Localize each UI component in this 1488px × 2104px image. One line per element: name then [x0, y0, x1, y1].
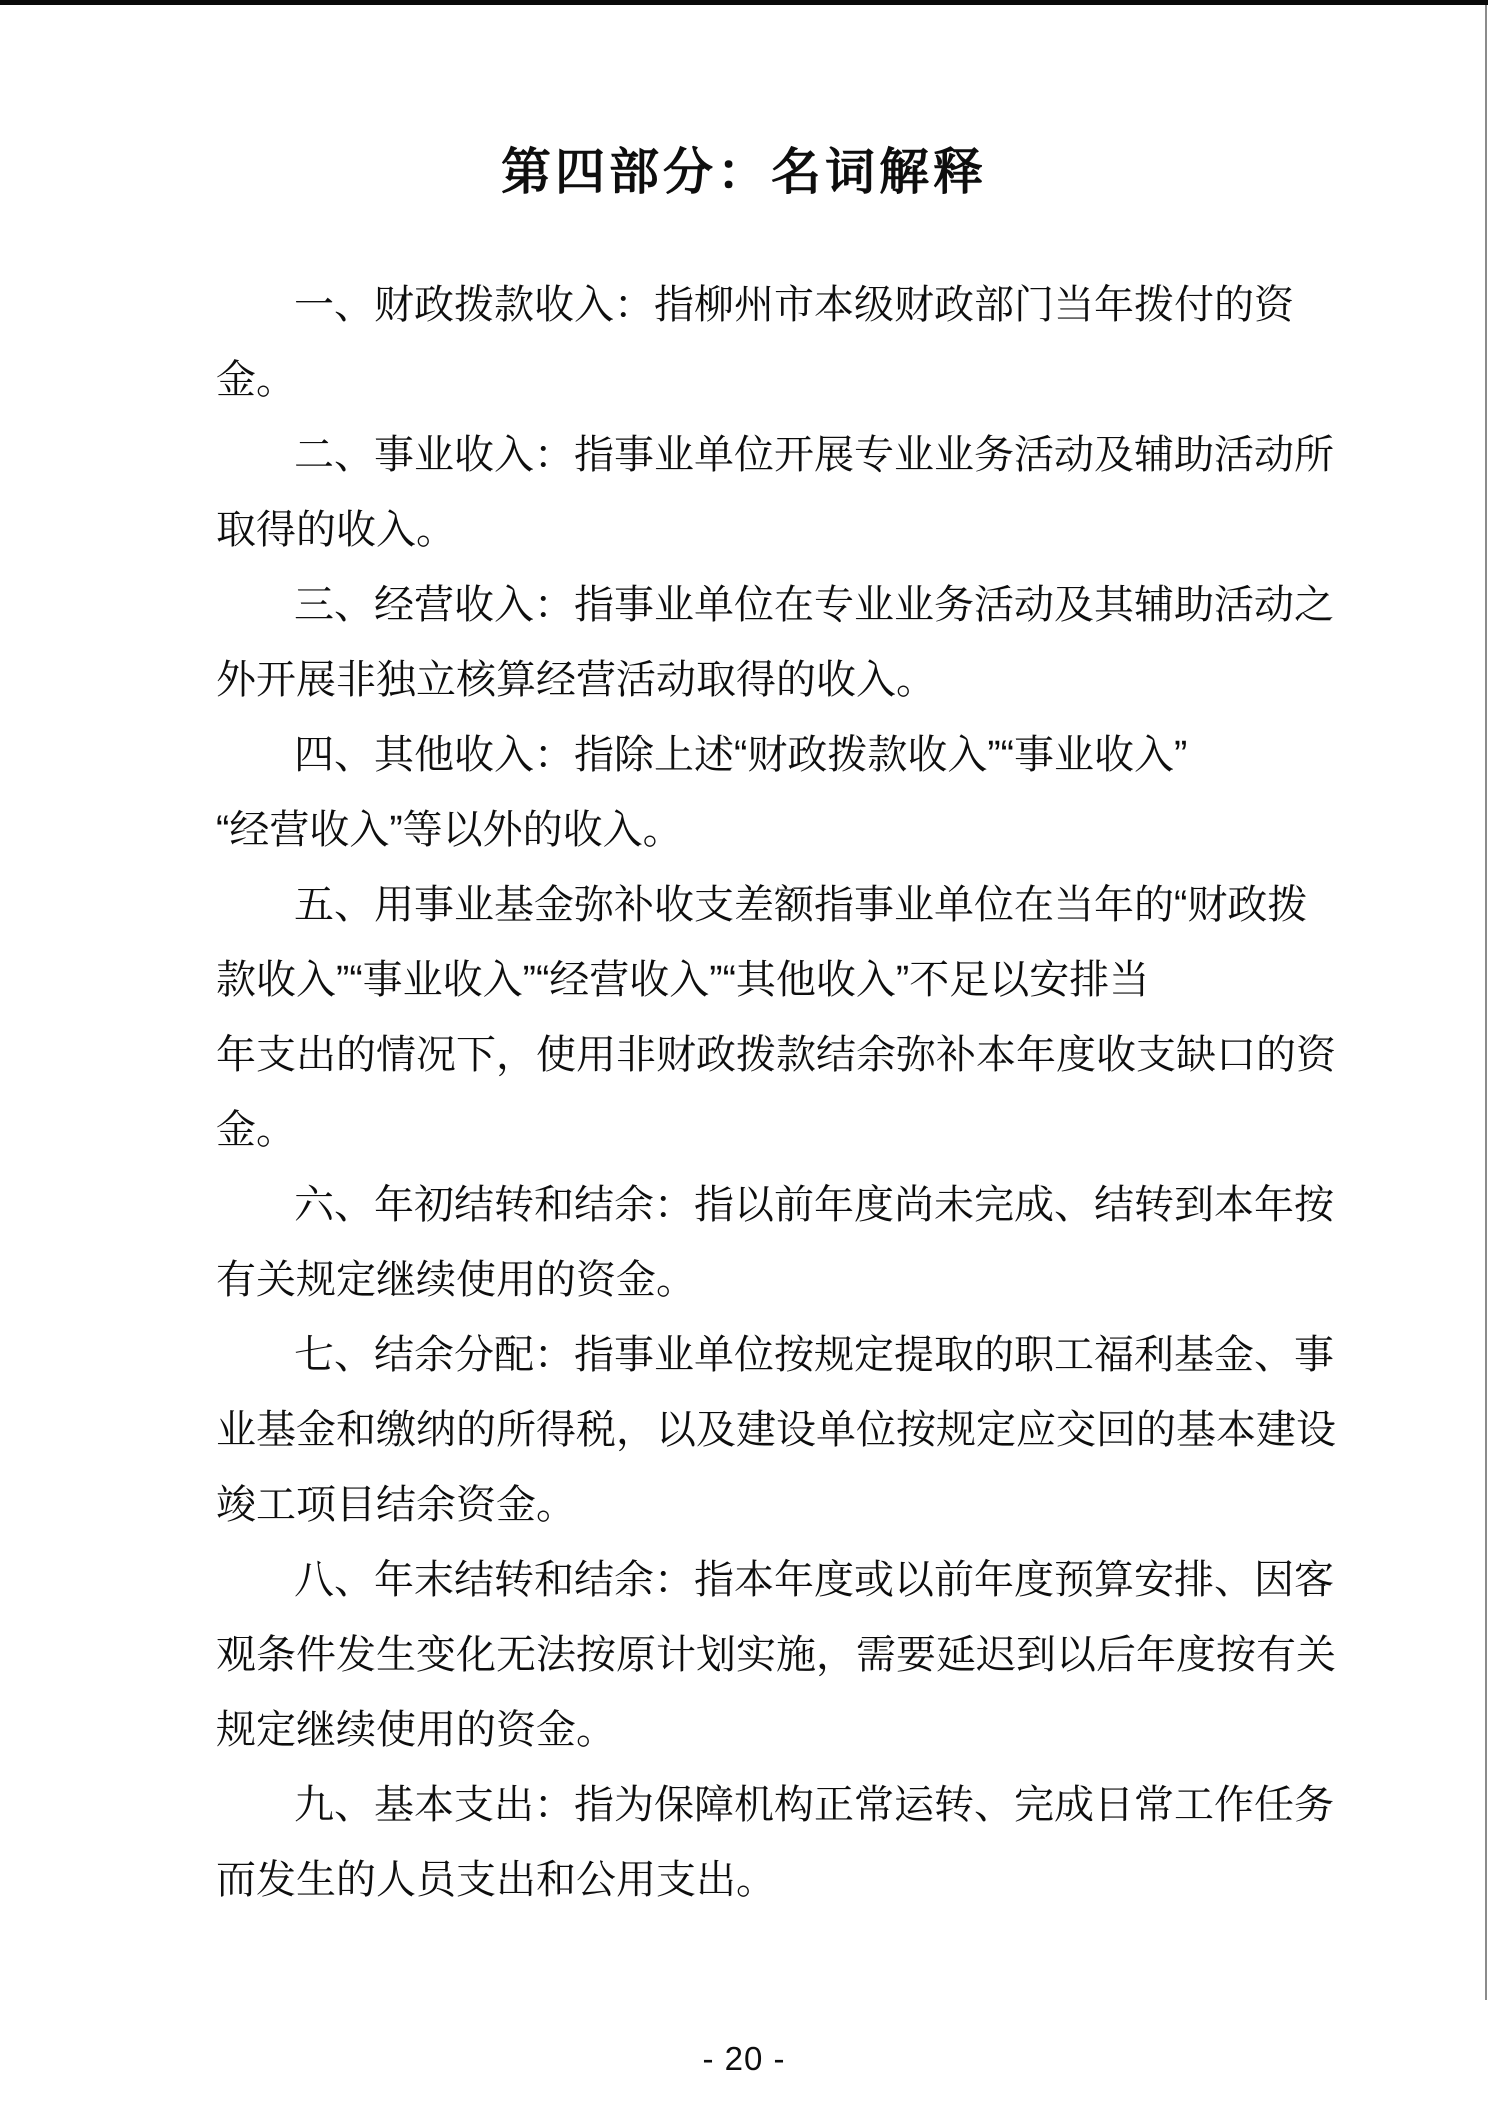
body-line: 取得的收入。	[216, 508, 456, 552]
scan-edge-right	[1485, 5, 1487, 2000]
body-line: 外开展非独立核算经营活动取得的收入。	[216, 658, 936, 702]
body-line: 款收入”“事业收入”“经营收入”“其他收入”不足以安排当	[216, 958, 1150, 1002]
body-line: 一、财政拨款收入：指柳州市本级财政部门当年拨付的资	[294, 283, 1294, 327]
body-line: 三、经营收入：指事业单位在专业业务活动及其辅助活动之	[294, 583, 1334, 627]
body-line: 六、年初结转和结余：指以前年度尚未完成、结转到本年按	[294, 1183, 1334, 1227]
body-line: 而发生的人员支出和公用支出。	[216, 1858, 776, 1902]
body-line: 金。	[216, 358, 296, 402]
body-line: 八、年末结转和结余：指本年度或以前年度预算安排、因客	[294, 1558, 1334, 1602]
body-line: 九、基本支出：指为保障机构正常运转、完成日常工作任务	[294, 1783, 1334, 1827]
body-line: 金。	[216, 1108, 296, 1152]
body-line: 二、事业收入：指事业单位开展专业业务活动及辅助活动所	[294, 433, 1334, 477]
body-text	[216, 268, 1366, 1918]
body-line: 五、用事业基金弥补收支差额指事业单位在当年的“财政拨	[294, 883, 1308, 927]
body-line: 竣工项目结余资金。	[216, 1483, 576, 1527]
body-line: 规定继续使用的资金。	[216, 1708, 616, 1752]
body-line: 业基金和缴纳的所得税，以及建设单位按规定应交回的基本建设	[216, 1408, 1336, 1452]
body-line: 七、结余分配：指事业单位按规定提取的职工福利基金、事	[294, 1333, 1334, 1377]
body-line: 观条件发生变化无法按原计划实施，需要延迟到以后年度按有关	[216, 1633, 1336, 1677]
page-number: - 20 -	[702, 2040, 786, 2077]
body-line: 四、其他收入：指除上述“财政拨款收入”“事业收入”	[294, 733, 1188, 777]
page-title: 第四部分：名词解释	[501, 144, 987, 200]
body-line: “经营收入”等以外的收入。	[216, 808, 683, 852]
body-line: 年支出的情况下，使用非财政拨款结余弥补本年度收支缺口的资	[216, 1033, 1336, 1077]
body-line: 有关规定继续使用的资金。	[216, 1258, 696, 1302]
scan-edge-top	[0, 0, 1488, 5]
